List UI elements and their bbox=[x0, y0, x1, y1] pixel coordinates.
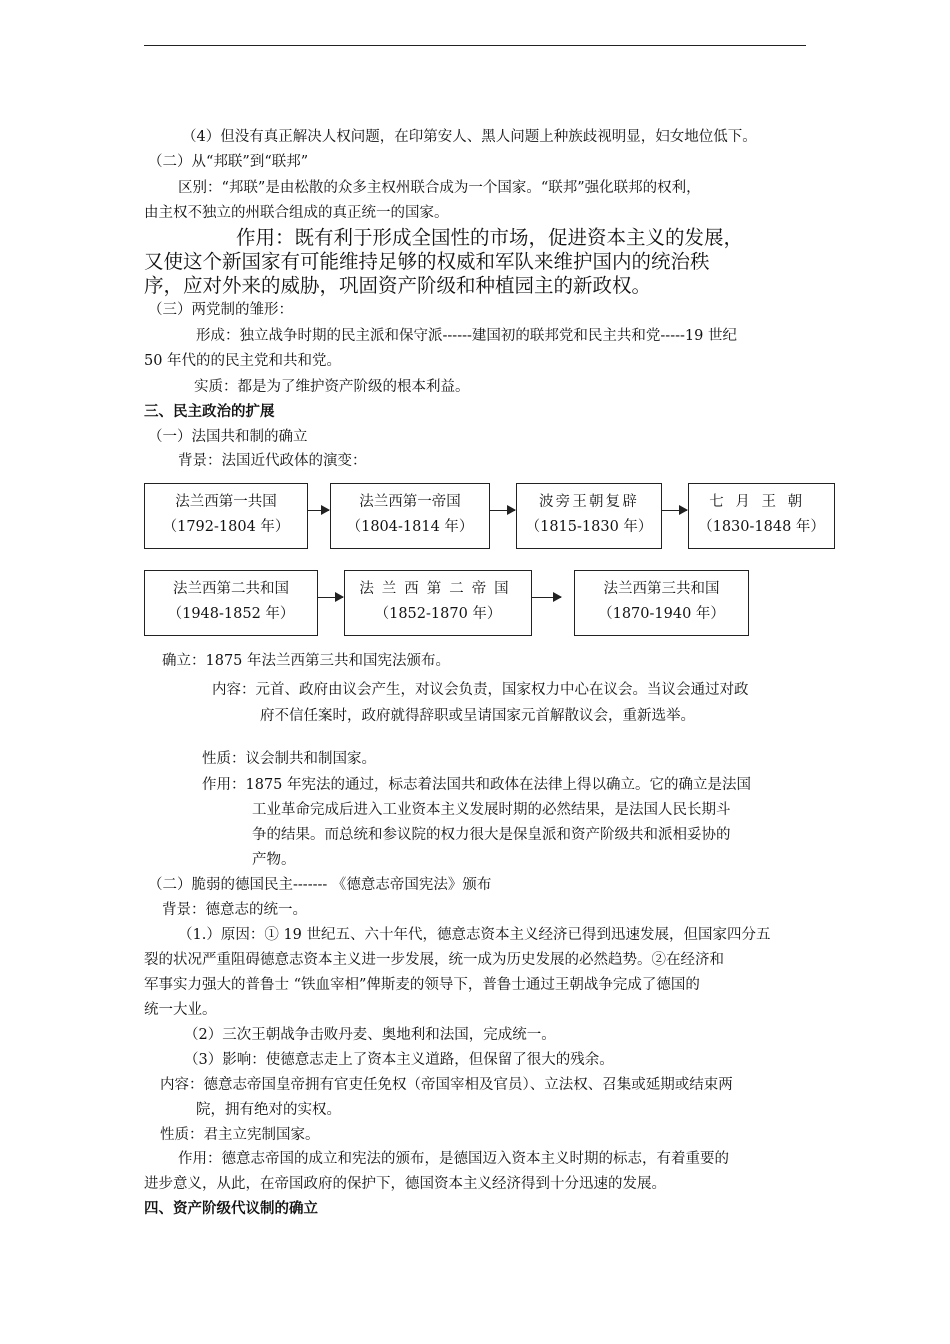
cause-line-1: （1.）原因：① 19 世纪五、六十年代，德意志资本主义经济已得到迅速发展，但国家四分五 bbox=[178, 927, 771, 943]
flow-box-second-empire bbox=[344, 570, 532, 636]
flow-box-years: （1948-1852 年） bbox=[167, 606, 295, 622]
flow-arrow bbox=[489, 510, 515, 511]
section-heading-representative: 四、资产阶级代议制的确立 bbox=[144, 1200, 318, 1217]
flow-box-name: 波旁王朝复辟 bbox=[538, 494, 640, 510]
header-rule bbox=[144, 45, 806, 46]
essence-line: 实质：都是为了维护资产阶级的根本利益。 bbox=[194, 379, 470, 395]
germany-role-line-2: 进步意义，从此，在帝国政府的保护下，德国资本主义经济得到十分迅速的发展。 bbox=[144, 1176, 666, 1192]
content-line-2: 府不信任案时，政府就得辞职或呈请国家元首解散议会，重新选举。 bbox=[260, 708, 695, 724]
section-heading-france: （一）法国共和制的确立 bbox=[148, 429, 308, 445]
flow-box-years: （1852-1870 年） bbox=[374, 606, 502, 622]
flow-box-name: 法兰西第一帝国 bbox=[359, 494, 461, 510]
flow-box-years: （1870-1940 年） bbox=[598, 606, 725, 622]
role-line-4: 产物。 bbox=[252, 852, 296, 868]
cause-line-3: 军事实力强大的普鲁士 “铁血宰相”俾斯麦的领导下，普鲁士通过王朝战争完成了德国的 bbox=[144, 977, 700, 993]
flow-box-bourbon-restoration bbox=[516, 483, 662, 549]
flow-box-name: 法兰西第一共国 bbox=[175, 494, 277, 510]
germany-content-line-2: 院，拥有绝对的实权。 bbox=[196, 1102, 341, 1118]
germany-role-line-1: 作用：德意志帝国的成立和宪法的颁布，是德国迈入资本主义时期的标志，有着重要的 bbox=[178, 1151, 729, 1167]
function-line-1: 作用：既有利于形成全国性的市场，促进资本主义的发展， bbox=[236, 226, 744, 249]
flow-box-years: （1804-1814 年） bbox=[346, 519, 474, 535]
flow-box-name: 法兰西第二共和国 bbox=[173, 581, 289, 597]
function-line-2: 又使这个新国家有可能维持足够的权威和军队来维护国内的统治秩 bbox=[144, 250, 710, 273]
flow-box-third-republic bbox=[574, 570, 749, 636]
flow-box-first-empire bbox=[330, 483, 490, 549]
formation-line-1: 形成：独立战争时期的民主派和保守派------建国初的联邦党和民主共和党-----19 世纪 bbox=[196, 328, 737, 344]
flow-arrow bbox=[661, 510, 687, 511]
flow-box-years: （1830-1848 年） bbox=[698, 519, 825, 535]
role-line-3: 争的结果。而总统和参议院的权力很大是保皇派和资产阶级共和派相妥协的 bbox=[252, 827, 731, 843]
germany-nature-line: 性质：君主立宪制国家。 bbox=[160, 1127, 320, 1143]
background-line: 背景：法国近代政体的演变： bbox=[178, 453, 367, 469]
role-line-2: 工业革命完成后进入工业资本主义发展时期的必然结果，是法国人民长期斗 bbox=[252, 802, 731, 818]
flow-box-name: 七月王朝 bbox=[709, 494, 814, 510]
flow-box-years: （1792-1804 年） bbox=[162, 519, 290, 535]
establishment-line: 确立：1875 年法兰西第三共和国宪法颁布。 bbox=[162, 653, 451, 669]
flow-box-july-monarchy bbox=[688, 483, 835, 549]
flow-arrow bbox=[307, 510, 329, 511]
germany-content-line-1: 内容：德意志帝国皇帝拥有官吏任免权（帝国宰相及官员）、立法权、召集或延期或结束两 bbox=[160, 1077, 733, 1093]
flow-box-first-republic bbox=[144, 483, 308, 549]
wars-line: （2）三次王朝战争击败丹麦、奥地利和法国，完成统一。 bbox=[184, 1027, 556, 1043]
formation-line-2: 50 年代的的民主党和共和党。 bbox=[144, 353, 342, 369]
flow-arrow bbox=[531, 597, 561, 598]
flow-box-years: （1815-1830 年） bbox=[525, 519, 653, 535]
section-heading-two-party: （三）两党制的雏形： bbox=[148, 302, 293, 318]
section-heading-confederation: （二）从“邦联”到“联邦” bbox=[148, 154, 309, 170]
cause-line-4: 统一大业。 bbox=[144, 1002, 217, 1018]
section-heading-democracy: 三、民主政治的扩展 bbox=[144, 403, 275, 420]
nature-line: 性质：议会制共和制国家。 bbox=[202, 751, 376, 767]
cause-line-2: 裂的状况严重阻碍德意志资本主义进一步发展，统一成为历史发展的必然趋势。②在经济和 bbox=[144, 952, 724, 968]
difference-line-1: 区别：“邦联”是由松散的众多主权州联合成为一个国家。“联邦”强化联邦的权利， bbox=[178, 180, 701, 196]
section-heading-germany: （二）脆弱的德国民主------- 《德意志帝国宪法》颁布 bbox=[148, 877, 492, 893]
us-rights-issue: （4）但没有真正解决人权问题，在印第安人、黑人问题上种族歧视明显，妇女地位低下。 bbox=[182, 129, 757, 145]
germany-background: 背景：德意志的统一。 bbox=[162, 902, 307, 918]
flow-box-second-republic bbox=[144, 570, 318, 636]
flow-box-name: 法兰西第二帝国 bbox=[359, 581, 517, 597]
difference-line-2: 由主权不独立的州联合组成的真正统一的国家。 bbox=[144, 205, 449, 221]
impact-line: （3）影响：使德意志走上了资本主义道路，但保留了很大的残余。 bbox=[184, 1052, 614, 1068]
role-line-1: 作用：1875 年宪法的通过，标志着法国共和政体在法律上得以确立。它的确立是法国 bbox=[202, 777, 752, 793]
flow-arrow bbox=[317, 597, 343, 598]
content-line-1: 内容：元首、政府由议会产生，对议会负责，国家权力中心在议会。当议会通过对政 bbox=[212, 682, 749, 698]
flow-box-name: 法兰西第三共和国 bbox=[603, 581, 720, 597]
function-line-3: 序，应对外来的威胁，巩固资产阶级和种植园主的新政权。 bbox=[144, 274, 652, 297]
